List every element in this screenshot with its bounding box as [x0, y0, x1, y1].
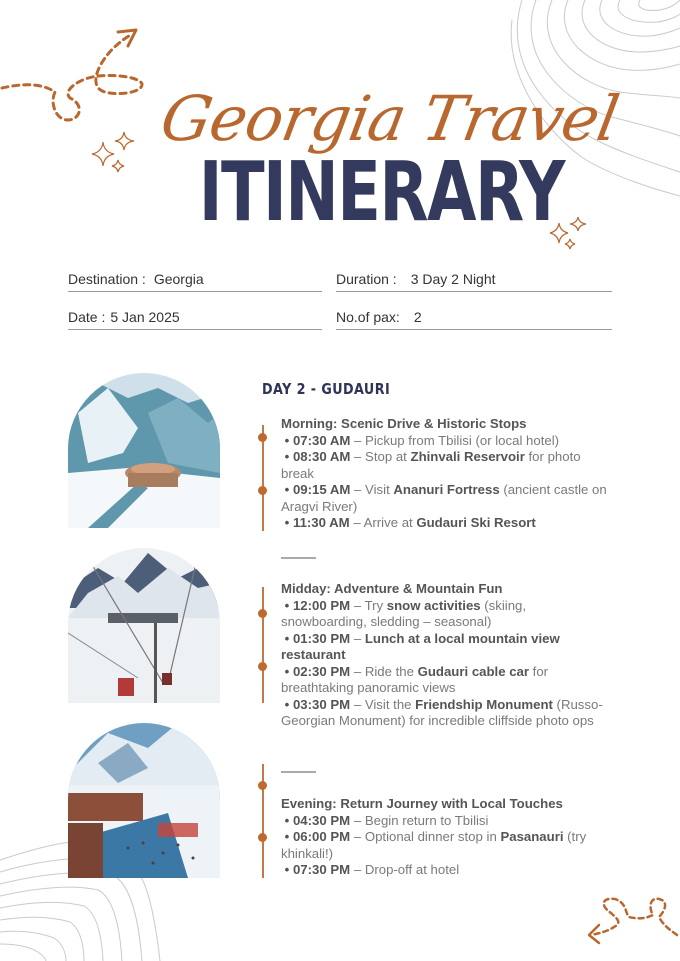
list-item: • 12:00 PM – Try snow activities (skiing, snowboarding, sledding – seasonal) [281, 597, 527, 629]
mountain-viewpoint-photo [68, 373, 220, 528]
sparkle-icon [90, 130, 140, 180]
section-heading: Evening: Return Journey with Local Touches [281, 796, 563, 811]
timeline-dot [258, 609, 267, 618]
list-item: • 07:30 AM – Pickup from Tbilisi (or local hotel) [284, 432, 560, 448]
dashed-arrow-icon [585, 895, 680, 950]
ski-resort-village-photo [68, 723, 220, 878]
section-heading: Morning: Scenic Drive & Historic Stops [281, 416, 527, 431]
date-label: Date : [68, 308, 106, 325]
date-field [68, 304, 322, 330]
list-item: • 08:30 AM – Stop at Zhinvali Reservoir for photo break [281, 449, 581, 481]
list-item: • 06:00 PM – Optional dinner stop in Pasanauri (try khinkali!) [281, 829, 587, 861]
timeline-dot [258, 662, 267, 671]
list-item: • 03:30 PM – Visit the Friendship Monument (Russo-Georgian Monument) for incredible cliffside photo ops [281, 696, 603, 728]
pax-label: No.of pax: [336, 308, 400, 325]
duration-field [336, 266, 612, 292]
duration-label: Duration : [336, 270, 397, 287]
section-morning [281, 416, 611, 532]
destination-value: Georgia [153, 270, 204, 287]
timeline-line [262, 587, 264, 703]
section-midday [281, 581, 611, 730]
pax-value: 2 [413, 308, 422, 325]
section-divider [281, 771, 316, 773]
timeline-dot [258, 781, 267, 790]
list-item: • 11:30 AM – Arrive at Gudauri Ski Resort [284, 515, 536, 530]
timeline-dot [258, 433, 267, 442]
duration-value: 3 Day 2 Night [410, 270, 496, 287]
title-script: Georgia Travel [155, 82, 624, 155]
cable-car-photo [68, 548, 220, 703]
page-title: ITINERARY [198, 145, 564, 240]
date-value: 5 Jan 2025 [110, 308, 180, 325]
list-item: • 07:30 PM – Drop-off at hotel [284, 862, 460, 877]
section-divider [281, 557, 316, 559]
section-heading: Midday: Adventure & Mountain Fun [281, 581, 503, 596]
list-item: • 01:30 PM – Lunch at a local mountain view restaurant [281, 630, 560, 662]
timeline-dot [258, 833, 267, 842]
destination-field [68, 266, 322, 292]
timeline-dot [258, 486, 267, 495]
pax-field [336, 304, 612, 330]
list-item: • 02:30 PM – Ride the Gudauri cable car for breathtaking panoramic views [281, 663, 549, 695]
day-title: DAY 2 - GUDAURI [262, 380, 391, 398]
dashed-arrow-icon [0, 20, 150, 130]
destination-label: Destination : [68, 270, 146, 287]
section-evening [281, 796, 611, 879]
list-item: • 09:15 AM – Visit Ananuri Fortress (ancient castle on Aragvi River) [281, 482, 607, 514]
list-item: • 04:30 PM – Begin return to Tbilisi [284, 812, 489, 828]
